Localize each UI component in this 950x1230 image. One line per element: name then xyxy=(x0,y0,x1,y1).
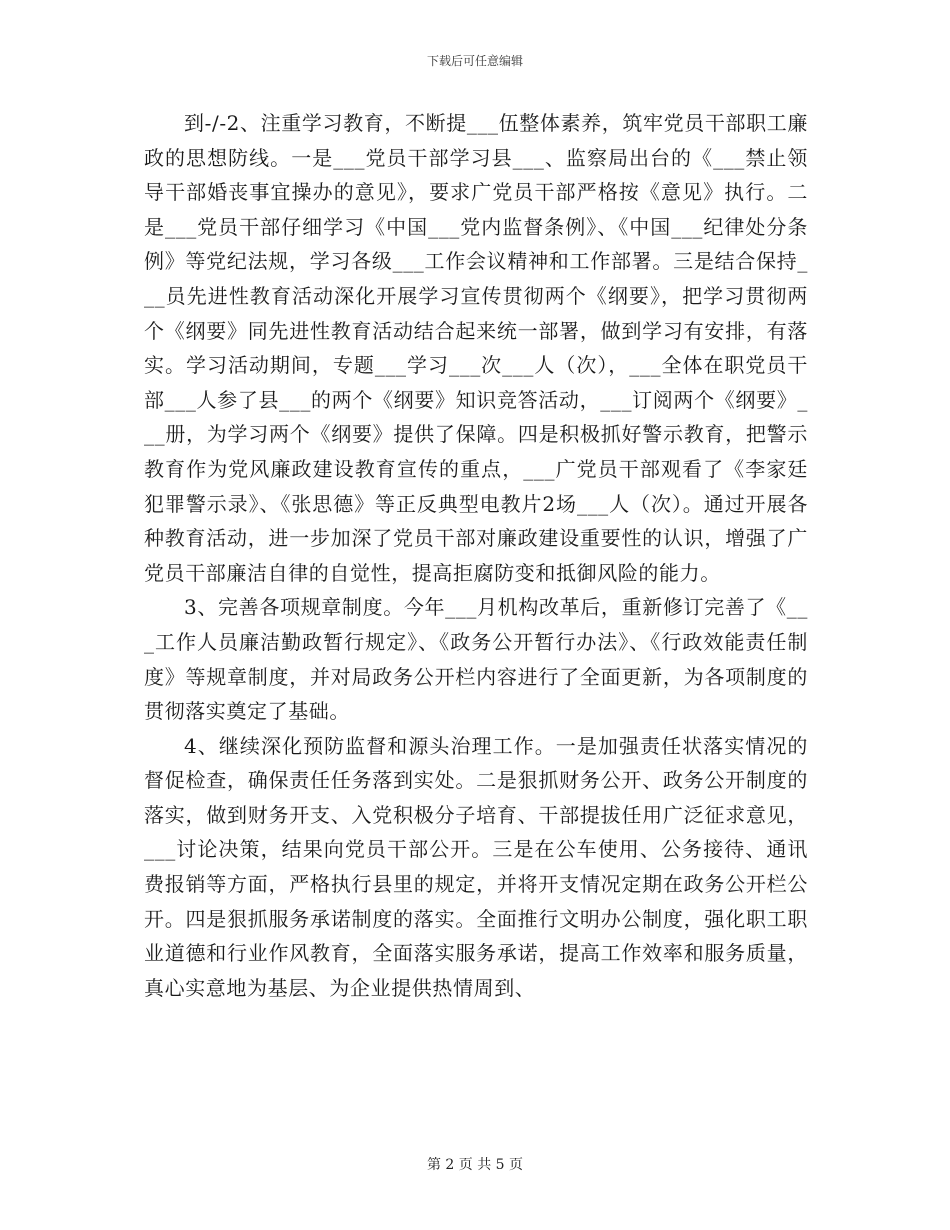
page-header-note: 下载后可任意编辑 xyxy=(426,54,523,68)
paragraph-education: 到-/-2、注重学习教育，不断提___伍整体素养，筑牢党员干部职工廉政的思想防线。一是___党员干部学习县___、监察局出台的《___禁止领导干部婚丧事宜操办的意见》，要求广党员干部严格按《意见》执行。二是___党员干部仔细学习《中国___党内监督条例》、《中国___纪律处分条例》等党纪法规，学习各级___工作会议精神和工作部署。三是结合保持___员先进性教育活动深化开展学习宣传贯彻两个《纲要》，把学习贯彻两个《纲要》同先进性教育活动结合起来统一部署，做到学习有安排，有落实。学习活动期间，专题___学习___次___人（次），___全体在职党员干部___人参了县___的两个《纲要》知识竞答活动，___订阅两个《纲要》___册，为学习两个《纲要》提供了保障。四是积极抓好警示教育，把警示教育作为党风廉政建设教育宣传的重点，___广党员干部观看了《李家廷犯罪警示录》、《张思德》等正反典型电教片2场___人（次）。通过开展各种教育活动，进一步加深了党员干部对廉政建设重要性的认识，增强了广党员干部廉洁自律的自觉性，提高拒腐防变和抵御风险的能力。 xyxy=(144,111,808,585)
document-body xyxy=(144,106,808,1005)
paragraph-prevention: 4、继续深化预防监督和源头治理工作。一是加强责任状落实情况的督促检查，确保责任任务落到实处。二是狠抓财务公开、政务公开制度的落实，做到财务开支、入党积极分子培育、干部提拔任用广泛征求意见，___讨论决策，结果向党员干部公开。三是在公车使用、公务接待、通讯费报销等方面，严格执行县里的规定，并将开支情况定期在政务公开栏公开。四是狠抓服务承诺制度的落实。全面推行文明办公制度，强化职工职业道德和行业作风教育，全面落实服务承诺，提高工作效率和服务质量，真心实意地为基层、为企业提供热情周到、 xyxy=(144,733,808,1000)
page-number: 第 2 页 共 5 页 xyxy=(426,1157,524,1173)
paragraph-regulations: 3、完善各项规章制度。今年___月机构改革后，重新修订完善了《___工作人员廉洁勤政暂行规定》、《政务公开暂行办法》、《行政效能责任制度》等规章制度，并对局政务公开栏内容进行了全面更新，为各项制度的贯彻落实奠定了基础。 xyxy=(144,595,808,724)
